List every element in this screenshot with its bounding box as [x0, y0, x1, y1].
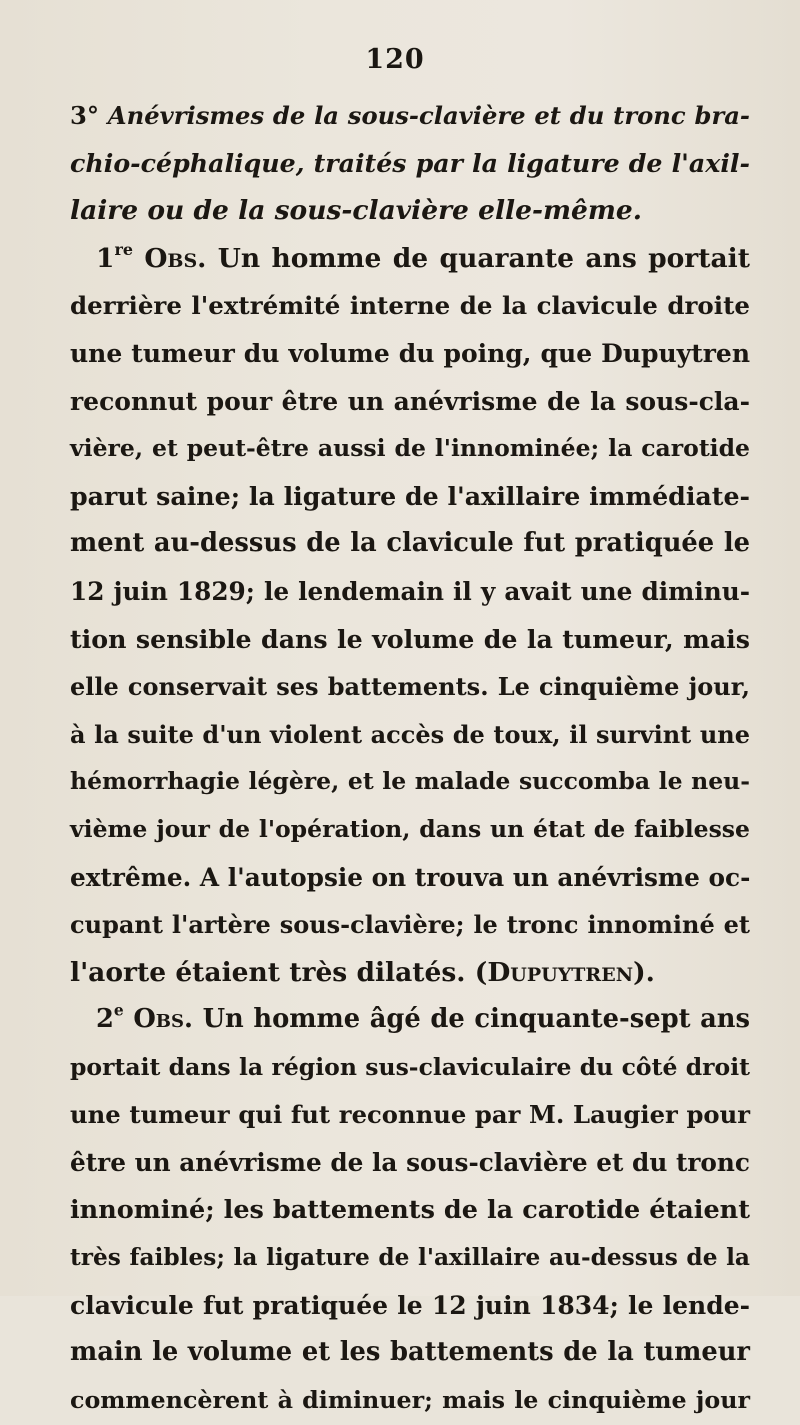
text-line: une tumeur du volume du poing, que Dupuytren — [70, 338, 750, 368]
text-line: vième jour de l'opération, dans un état de faiblesse — [70, 814, 750, 843]
text-line: commencèrent à diminuer; mais le cinquième jour — [70, 1386, 750, 1415]
text-line: ment au-dessus de la clavicule fut pratiquée le — [70, 528, 750, 559]
text-line: clavicule fut pratiquée le 12 juin 1834; le lende- — [70, 1290, 750, 1320]
section-number: 3° — [70, 101, 99, 130]
observation-2-first-line — [70, 996, 750, 1044]
text-line: innominé; les battements de la carotide étaient — [70, 1194, 750, 1225]
text-segment: ). — [633, 956, 655, 988]
text-line: être un anévrisme de la sous-clavière et du tronc — [70, 1148, 750, 1178]
obs-number: 1 — [96, 242, 115, 274]
text-line: parut saine; la ligature de l'axillaire immédiate- — [70, 480, 750, 511]
text-line: reconnut pour être un anévrisme de la sous-cla- — [70, 386, 750, 416]
text-line: elle conservait ses battements. Le cinquième jour, — [70, 672, 750, 702]
obs-label: Obs. — [144, 242, 207, 274]
text-line: portait dans la région sus-claviculaire du côté droit — [70, 1052, 750, 1081]
text-line: vière, et peut-être aussi de l'innominée; la carotide — [70, 434, 750, 463]
text-body — [70, 92, 750, 1425]
text-line: extrême. A l'autopsie on trouva un anévrisme oc- — [70, 862, 751, 892]
text-line: très faibles; la ligature de l'axillaire au-dessus de la — [70, 1244, 750, 1272]
obs-number-suffix: e — [113, 1000, 124, 1020]
text-line: hémorrhagie légère, et le malade succomba le neu- — [70, 767, 750, 796]
observation-1-first-line — [70, 235, 750, 283]
obs-number: 2 — [96, 1004, 114, 1035]
page-number: 120 — [365, 44, 425, 75]
text-line: tion sensible dans le volume de la tumeur, mais — [70, 623, 750, 654]
obs-text: Un homme âgé de cinquante-sept ans — [192, 1004, 750, 1035]
author-citation: Dupuytren — [487, 956, 634, 988]
observation-1-last-line — [70, 949, 750, 997]
obs-label: Obs. — [133, 1004, 193, 1035]
obs-number-suffix: re — [114, 239, 133, 259]
text-line: 12 juin 1829; le lendemain il y avait une diminu- — [70, 576, 750, 606]
section-heading-line — [70, 92, 750, 140]
heading-text: Anévrismes de la sous-clavière et du tronc bra- — [99, 101, 750, 130]
text-line: derrière l'extrémité interne de la clavicule droite — [70, 291, 750, 321]
text-line: une tumeur qui fut reconnue par M. Laugier pour — [70, 1100, 750, 1130]
text-segment: l'aorte étaient très dilatés. ( — [70, 956, 488, 988]
text-line: main le volume et les battements de la tumeur — [70, 1337, 750, 1368]
text-line: à la suite d'un violent accès de toux, il survint une — [70, 719, 750, 749]
section-heading-line: chio-céphalique, traités par la ligature de l'axil- — [70, 147, 750, 178]
section-heading-line: laire ou de la sous-clavière elle-même. — [70, 195, 643, 227]
obs-text: Un homme de quarante ans portait — [206, 242, 750, 274]
text-line: cupant l'artère sous-clavière; le tronc innominé et — [70, 910, 750, 940]
